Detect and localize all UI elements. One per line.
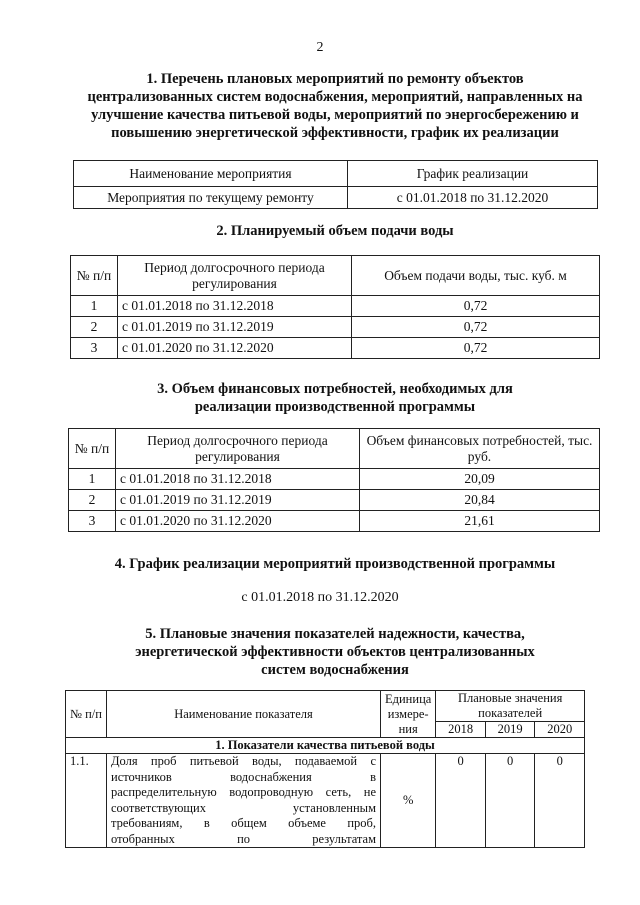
section1-title bbox=[60, 70, 610, 142]
table-row bbox=[69, 490, 600, 511]
col-header-num: № п/п bbox=[69, 429, 116, 469]
row-amount: 21,61 bbox=[360, 511, 600, 532]
row-volume: 0,72 bbox=[352, 317, 600, 338]
col-header-year: 2020 bbox=[535, 722, 585, 738]
row-num: 2 bbox=[69, 490, 116, 511]
section5-title bbox=[60, 625, 610, 679]
row-period: с 01.01.2020 по 31.12.2020 bbox=[118, 338, 352, 359]
row-value-2020: 0 bbox=[535, 754, 585, 848]
group-title: 1. Показатели качества питьевой воды bbox=[66, 738, 585, 754]
section1-title-line: повышению энергетической эффективности, график их реализации bbox=[111, 125, 559, 141]
section2-title: 2. Планируемый объем подачи воды bbox=[216, 223, 454, 239]
row-value-2019: 0 bbox=[485, 754, 535, 848]
activity-schedule: с 01.01.2018 по 31.12.2020 bbox=[348, 187, 598, 209]
table-row bbox=[74, 187, 598, 209]
section3-title bbox=[60, 380, 610, 416]
row-num: 2 bbox=[71, 317, 118, 338]
row-period: с 01.01.2018 по 31.12.2018 bbox=[116, 469, 360, 490]
row-num: 3 bbox=[69, 511, 116, 532]
row-num: 1 bbox=[71, 296, 118, 317]
indicator-line: требованиям, в общем объеме проб, bbox=[111, 816, 376, 830]
row-period: с 01.01.2020 по 31.12.2020 bbox=[116, 511, 360, 532]
section3-title-line: 3. Объем финансовых потребностей, необходимых для bbox=[157, 381, 513, 397]
row-period: с 01.01.2019 по 31.12.2019 bbox=[118, 317, 352, 338]
section3-title-line: реализации производственной программы bbox=[194, 399, 476, 415]
section4-period: с 01.01.2018 по 31.12.2020 bbox=[241, 590, 399, 605]
row-volume: 0,72 bbox=[352, 296, 600, 317]
row-volume: 0,72 bbox=[352, 338, 600, 359]
row-unit: % bbox=[381, 754, 436, 848]
row-period: с 01.01.2019 по 31.12.2019 bbox=[116, 490, 360, 511]
indicators-table bbox=[65, 690, 585, 848]
table-row bbox=[71, 338, 600, 359]
row-num: 1 bbox=[69, 469, 116, 490]
table-row bbox=[69, 511, 600, 532]
col-header-unit: Единица измере-ния bbox=[381, 691, 436, 738]
row-num: 3 bbox=[71, 338, 118, 359]
indicator-line: соответствующих установленным bbox=[111, 800, 376, 815]
activity-name: Мероприятия по текущему ремонту bbox=[74, 187, 348, 209]
col-header-year: 2018 bbox=[436, 722, 486, 738]
financial-needs-table bbox=[68, 428, 600, 532]
table-row bbox=[66, 754, 585, 848]
row-amount: 20,09 bbox=[360, 469, 600, 490]
activities-table bbox=[73, 160, 598, 209]
table-row bbox=[69, 469, 600, 490]
section1-title-line: 1. Перечень плановых мероприятий по ремонту объектов bbox=[146, 71, 524, 87]
col-header-indicator: Наименование показателя bbox=[107, 691, 381, 738]
indicator-line: Доля проб питьевой воды, подаваемой с bbox=[111, 754, 376, 768]
section5-title-line: 5. Плановые значения показателей надежности, качества, bbox=[145, 626, 525, 642]
col-header-period: Период долгосрочного периода регулирования bbox=[118, 256, 352, 296]
col-header-volume: Объем подачи воды, тыс. куб. м bbox=[352, 256, 600, 296]
col-header-activity: Наименование мероприятия bbox=[74, 161, 348, 187]
row-period: с 01.01.2018 по 31.12.2018 bbox=[118, 296, 352, 317]
section1-title-line: улучшение качества питьевой воды, мероприятий по энергосбережению и bbox=[91, 107, 579, 123]
col-header-schedule: График реализации bbox=[348, 161, 598, 187]
indicator-line: отобранных по результатам bbox=[111, 831, 376, 846]
col-header-planned: Плановые значения показателей bbox=[436, 691, 585, 722]
col-header-num: № п/п bbox=[66, 691, 107, 738]
indicator-line: распределительную водопроводную сеть, не bbox=[111, 785, 376, 799]
col-header-period: Период долгосрочного периода регулирования bbox=[116, 429, 360, 469]
row-indicator-name bbox=[107, 754, 381, 848]
table-row bbox=[71, 296, 600, 317]
col-header-year: 2019 bbox=[485, 722, 535, 738]
section5-title-line: энергетической эффективности объектов централизованных bbox=[135, 644, 535, 660]
table-row bbox=[71, 317, 600, 338]
section5-title-line: систем водоснабжения bbox=[261, 662, 409, 678]
row-value-2018: 0 bbox=[436, 754, 486, 848]
water-supply-table bbox=[70, 255, 600, 359]
page-number: 2 bbox=[316, 40, 324, 55]
col-header-finance: Объем финансовых потребностей, тыс. руб. bbox=[360, 429, 600, 469]
indicator-line: источников водоснабжения в bbox=[111, 769, 376, 784]
section4-title: 4. График реализации мероприятий производственной программы bbox=[114, 556, 556, 572]
row-num: 1.1. bbox=[66, 754, 107, 848]
row-amount: 20,84 bbox=[360, 490, 600, 511]
col-header-num: № п/п bbox=[71, 256, 118, 296]
section1-title-line: централизованных систем водоснабжения, мероприятий, направленных на bbox=[87, 89, 583, 105]
